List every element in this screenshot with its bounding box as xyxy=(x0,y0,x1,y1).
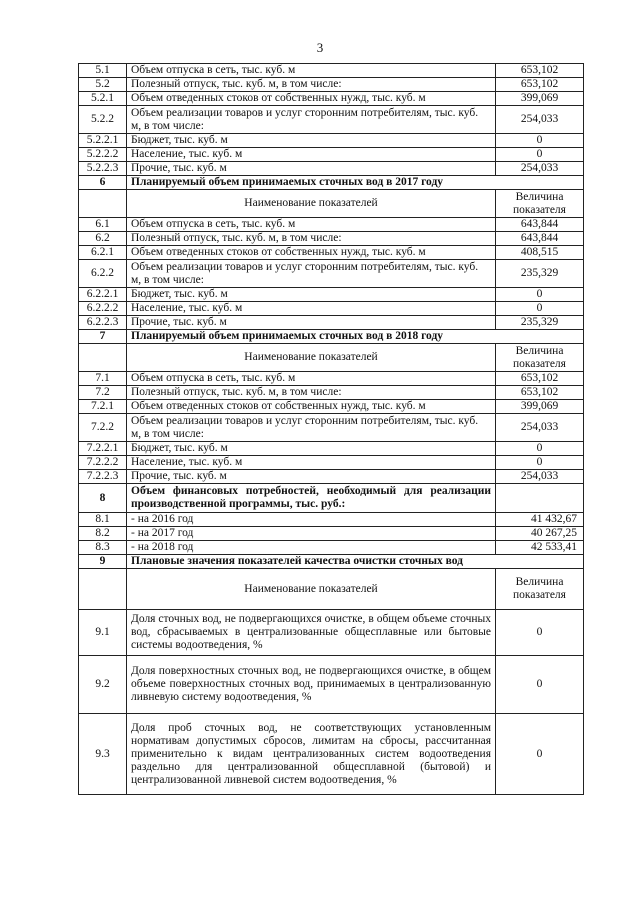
row-value: 40 267,25 xyxy=(496,527,584,541)
row-name: Объем отведенных стоков от собственных нужд, тыс. куб. м xyxy=(127,246,496,260)
row-number: 5.1 xyxy=(79,64,127,78)
row-name: Население, тыс. куб. м xyxy=(127,456,496,470)
row-value: 653,102 xyxy=(496,386,584,400)
row-number: 6.2.2.1 xyxy=(79,288,127,302)
table-row xyxy=(79,442,584,456)
row-number: 6.2.2 xyxy=(79,260,127,288)
row-name: Прочие, тыс. куб. м xyxy=(127,162,496,176)
row-number: 9.1 xyxy=(79,610,127,656)
section-row xyxy=(79,330,584,344)
column-header-value: Величина показателя xyxy=(496,190,584,218)
table-row xyxy=(79,316,584,330)
row-name: - на 2017 год xyxy=(127,527,496,541)
row-value: 653,102 xyxy=(496,78,584,92)
table-row xyxy=(79,386,584,400)
row-number: 5.2 xyxy=(79,78,127,92)
row-value: 41 432,67 xyxy=(496,513,584,527)
section-row xyxy=(79,555,584,569)
section-row xyxy=(79,176,584,190)
section-title: Плановые значения показателей качества очистки сточных вод xyxy=(127,555,584,569)
table-row xyxy=(79,162,584,176)
row-value: 399,069 xyxy=(496,92,584,106)
row-value: 254,033 xyxy=(496,470,584,484)
row-number: 9.3 xyxy=(79,714,127,795)
table-row xyxy=(79,106,584,134)
table-row xyxy=(79,372,584,386)
column-header-value: Величина показателя xyxy=(496,569,584,610)
row-number: 7.2 xyxy=(79,386,127,400)
row-name: Объем отпуска в сеть, тыс. куб. м xyxy=(127,372,496,386)
table-row xyxy=(79,92,584,106)
column-header-name: Наименование показателей xyxy=(127,190,496,218)
table-row xyxy=(79,218,584,232)
table-row xyxy=(79,400,584,414)
row-name: Прочие, тыс. куб. м xyxy=(127,470,496,484)
header-row xyxy=(79,569,584,610)
row-value: 643,844 xyxy=(496,218,584,232)
row-value: 643,844 xyxy=(496,232,584,246)
row-value: 0 xyxy=(496,456,584,470)
row-name: Доля проб сточных вод, не соответствующих установленным нормативам допустимых сбросов, лимитам на сбросы, рассчитанная применительно к видам централизованных систем водоотведения раздельно для централизованной общесплавной (бытовой) и централизованной ливневой систем водоотведения, % xyxy=(127,714,496,795)
table-row xyxy=(79,288,584,302)
row-value: 408,515 xyxy=(496,246,584,260)
row-name: Объем отведенных стоков от собственных нужд, тыс. куб. м xyxy=(127,92,496,106)
section-row xyxy=(79,484,584,513)
table-row xyxy=(79,714,584,795)
row-name: Объем реализации товаров и услуг сторонним потребителям, тыс. куб. м, в том числе: xyxy=(127,106,496,134)
row-number: 6.2.2.3 xyxy=(79,316,127,330)
table-row xyxy=(79,656,584,714)
row-value: 0 xyxy=(496,134,584,148)
section-number: 7 xyxy=(79,330,127,344)
row-name: Население, тыс. куб. м xyxy=(127,302,496,316)
row-value: 42 533,41 xyxy=(496,541,584,555)
row-value: 235,329 xyxy=(496,260,584,288)
row-number: 8.1 xyxy=(79,513,127,527)
table-row xyxy=(79,456,584,470)
table-row xyxy=(79,414,584,442)
row-name: Доля сточных вод, не подвергающихся очистке, в общем объеме сточных вод, сбрасываемых в централизованные общесплавные или бытовые системы водоотведения, % xyxy=(127,610,496,656)
column-header-name: Наименование показателей xyxy=(127,569,496,610)
row-number: 6.1 xyxy=(79,218,127,232)
row-name: Объем отпуска в сеть, тыс. куб. м xyxy=(127,64,496,78)
row-number: 7.2.2 xyxy=(79,414,127,442)
header-row xyxy=(79,344,584,372)
section-number: 8 xyxy=(79,484,127,513)
row-number: 5.2.2.1 xyxy=(79,134,127,148)
row-number: 5.2.2 xyxy=(79,106,127,134)
row-name: - на 2016 год xyxy=(127,513,496,527)
section-title: Планируемый объем принимаемых сточных вод в 2017 году xyxy=(127,176,584,190)
row-name: Прочие, тыс. куб. м xyxy=(127,316,496,330)
row-name: Полезный отпуск, тыс. куб. м, в том числе: xyxy=(127,78,496,92)
page-number: 3 xyxy=(316,40,324,55)
row-name: Объем отведенных стоков от собственных нужд, тыс. куб. м xyxy=(127,400,496,414)
section-title: Объем финансовых потребностей, необходимый для реализации производственной программы, тыс. руб.: xyxy=(127,484,496,513)
row-value: 254,033 xyxy=(496,162,584,176)
row-number: 9.2 xyxy=(79,656,127,714)
row-number: 7.2.2.3 xyxy=(79,470,127,484)
row-number: 6.2.1 xyxy=(79,246,127,260)
table-row xyxy=(79,246,584,260)
row-name: Объем отпуска в сеть, тыс. куб. м xyxy=(127,218,496,232)
row-number: 8.2 xyxy=(79,527,127,541)
row-number: 6.2 xyxy=(79,232,127,246)
section-number: 9 xyxy=(79,555,127,569)
column-header-name: Наименование показателей xyxy=(127,344,496,372)
table-row xyxy=(79,541,584,555)
table-row xyxy=(79,78,584,92)
row-number: 7.2.2.1 xyxy=(79,442,127,456)
row-value: 0 xyxy=(496,714,584,795)
row-name: Бюджет, тыс. куб. м xyxy=(127,288,496,302)
row-number: 7.2.1 xyxy=(79,400,127,414)
row-value: 0 xyxy=(496,148,584,162)
row-value: 254,033 xyxy=(496,414,584,442)
row-number: 6.2.2.2 xyxy=(79,302,127,316)
row-name: Объем реализации товаров и услуг сторонним потребителям, тыс. куб. м, в том числе: xyxy=(127,414,496,442)
row-name: Полезный отпуск, тыс. куб. м, в том числе: xyxy=(127,386,496,400)
row-value: 0 xyxy=(496,302,584,316)
row-value: 235,329 xyxy=(496,316,584,330)
column-header-value: Величина показателя xyxy=(496,344,584,372)
row-name: - на 2018 год xyxy=(127,541,496,555)
row-value: 0 xyxy=(496,288,584,302)
section-title: Планируемый объем принимаемых сточных вод в 2018 году xyxy=(127,330,584,344)
row-name: Доля поверхностных сточных вод, не подвергающихся очистке, в общем объеме поверхностных сточных вод, принимаемых в централизованную ливневую систему водоотведения, % xyxy=(127,656,496,714)
table-row xyxy=(79,148,584,162)
row-number: 8.3 xyxy=(79,541,127,555)
row-name: Бюджет, тыс. куб. м xyxy=(127,134,496,148)
production-program-table xyxy=(78,63,584,795)
row-name: Бюджет, тыс. куб. м xyxy=(127,442,496,456)
table-row xyxy=(79,302,584,316)
table-row xyxy=(79,610,584,656)
row-name: Объем реализации товаров и услуг сторонним потребителям, тыс. куб. м, в том числе: xyxy=(127,260,496,288)
row-number: 7.2.2.2 xyxy=(79,456,127,470)
table-row xyxy=(79,260,584,288)
row-value: 254,033 xyxy=(496,106,584,134)
row-number: 7.1 xyxy=(79,372,127,386)
table-row xyxy=(79,513,584,527)
header-row xyxy=(79,190,584,218)
row-number: 5.2.1 xyxy=(79,92,127,106)
row-value: 0 xyxy=(496,442,584,456)
table-row xyxy=(79,232,584,246)
table-row xyxy=(79,64,584,78)
row-value: 0 xyxy=(496,610,584,656)
row-name: Население, тыс. куб. м xyxy=(127,148,496,162)
table-row xyxy=(79,527,584,541)
section-number: 6 xyxy=(79,176,127,190)
row-value: 0 xyxy=(496,656,584,714)
row-number: 5.2.2.3 xyxy=(79,162,127,176)
row-number: 5.2.2.2 xyxy=(79,148,127,162)
table-row xyxy=(79,470,584,484)
table-row xyxy=(79,134,584,148)
row-value: 653,102 xyxy=(496,64,584,78)
row-name: Полезный отпуск, тыс. куб. м, в том числе: xyxy=(127,232,496,246)
row-value: 399,069 xyxy=(496,400,584,414)
row-value: 653,102 xyxy=(496,372,584,386)
